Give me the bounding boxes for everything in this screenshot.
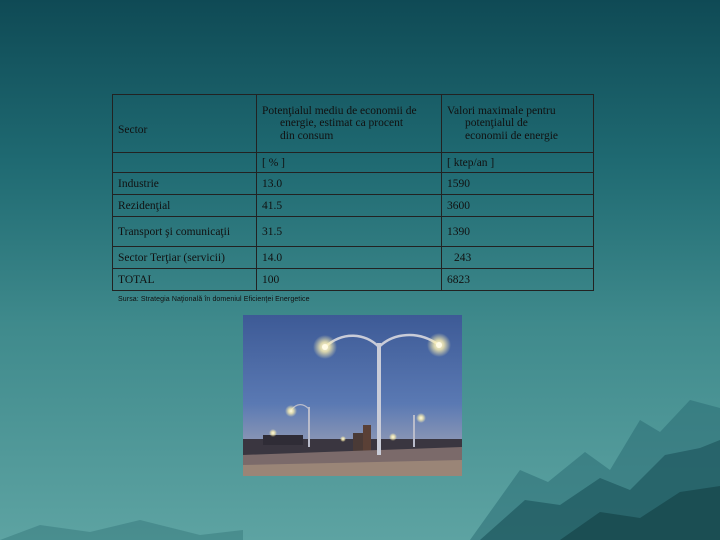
row-percent: 41.5 (257, 195, 442, 217)
energy-savings-table (112, 94, 594, 291)
row-percent: 14.0 (257, 247, 442, 269)
row-ktep: 6823 (442, 269, 594, 291)
row-percent: 13.0 (257, 173, 442, 195)
row-sector: TOTAL (113, 269, 257, 291)
table-unit-row (113, 153, 594, 173)
source-note: Sursa: Strategia Naţională în domeniul Eficienţei Energetice (118, 296, 310, 303)
row-ktep: 1390 (442, 217, 594, 247)
unit-ktep: [ ktep/an ] (442, 153, 594, 173)
header-sector-label: Sector (118, 123, 148, 136)
unit-percent: [ % ] (257, 153, 442, 173)
table-row (113, 173, 594, 195)
street-lamp-photo (243, 315, 462, 476)
row-ktep: 243 (442, 247, 594, 269)
row-sector: Sector Terţiar (servicii) (113, 247, 257, 269)
table-row (113, 195, 594, 217)
table-row (113, 247, 594, 269)
header-ktep-line-1: Valori maximale pentru (447, 105, 556, 118)
header-percent (257, 95, 442, 153)
header-percent-line-2: energie, estimat ca procent (280, 117, 404, 130)
row-percent: 31.5 (257, 217, 442, 247)
table-row (113, 269, 594, 291)
header-ktep-line-3: economii de energie (465, 129, 559, 142)
row-percent: 100 (257, 269, 442, 291)
header-ktep (442, 95, 594, 153)
row-sector: Transport şi comunicaţii (113, 217, 257, 247)
row-sector: Rezidenţial (113, 195, 257, 217)
header-sector (113, 95, 257, 153)
table-header-row (113, 95, 594, 153)
street-lamp-image (243, 315, 462, 476)
table-row (113, 217, 594, 247)
unit-empty-cell (113, 153, 257, 173)
header-ktep-line-2: potenţialul de (465, 117, 528, 130)
row-ktep: 1590 (442, 173, 594, 195)
row-ktep: 3600 (442, 195, 594, 217)
row-sector: Industrie (113, 173, 257, 195)
header-percent-line-3: din consum (280, 129, 334, 142)
header-percent-line-1: Potenţialul mediu de economii de (262, 105, 417, 118)
